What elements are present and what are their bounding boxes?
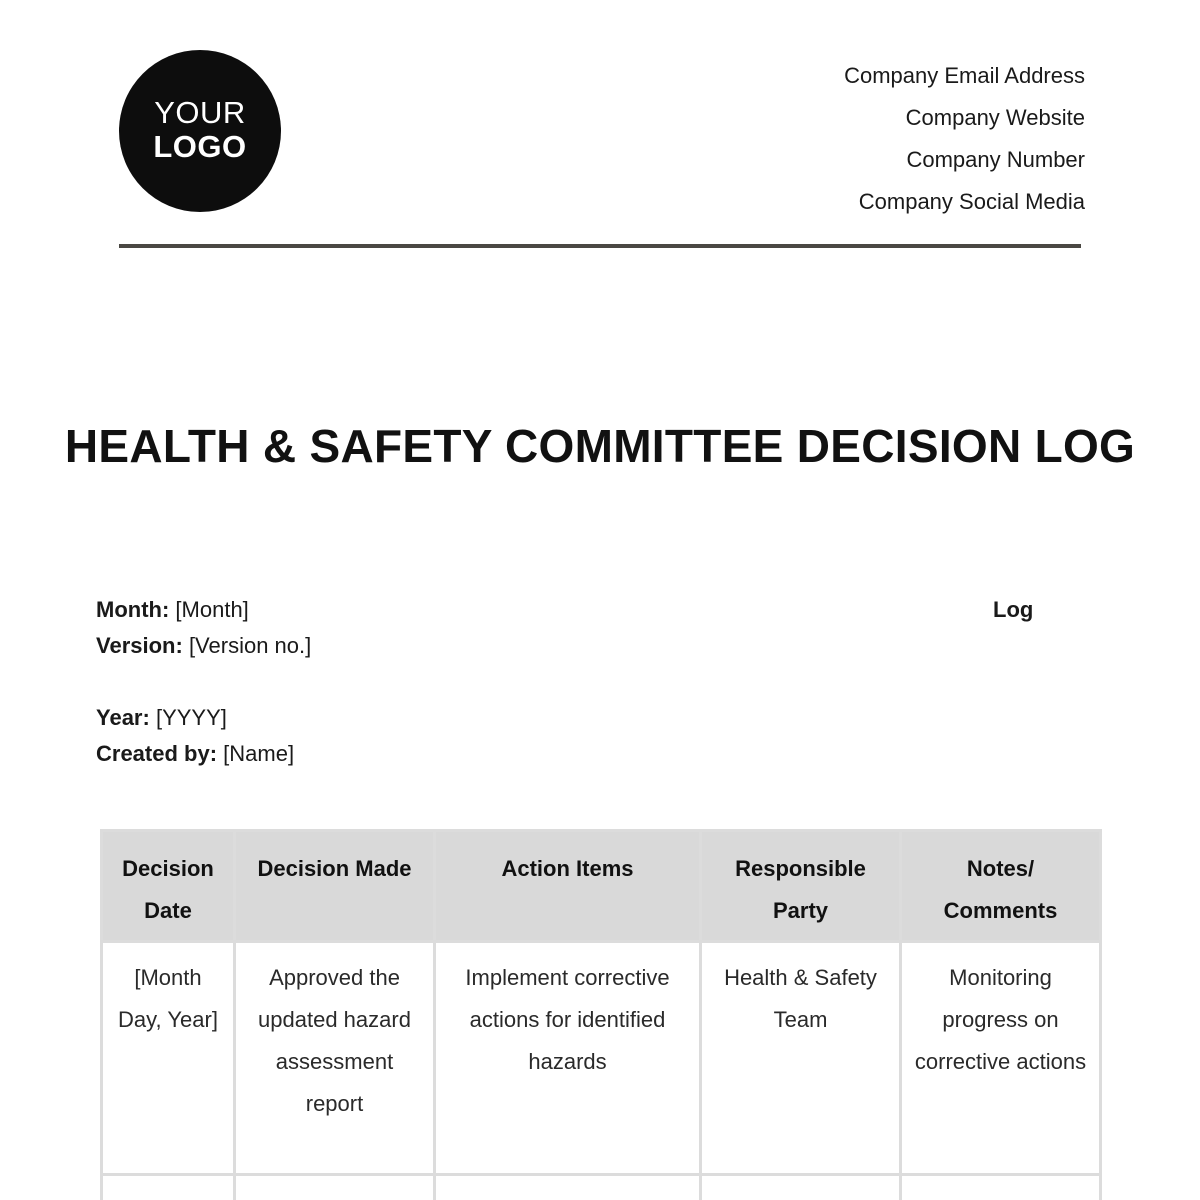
meta-block-bottom [96,700,294,772]
version-label: Version: [96,633,183,658]
document-title: HEALTH & SAFETY COMMITTEE DECISION LOG [64,420,1136,472]
created-by-label: Created by: [96,741,218,766]
empty-cell [102,1175,235,1200]
header-decision-date: Decision Date [102,831,235,942]
company-contact-block [844,55,1085,223]
cell-decision-made: Approved the updated hazard assessment report [235,942,435,1175]
company-social-media: Company Social Media [858,189,1085,214]
header-action-items: Action Items [435,831,701,942]
empty-cell [701,1175,901,1200]
empty-cell [435,1175,701,1200]
company-logo [119,50,281,212]
company-website: Company Website [905,105,1085,130]
decision-log-table [100,829,1102,1200]
month-value: [Month] [175,597,249,622]
company-number: Company Number [906,147,1085,172]
meta-month-row [96,592,311,628]
logo-line-1: YOUR [154,94,246,130]
logo-line-2: LOGO [153,128,247,164]
header-responsible-party: Responsible Party [701,831,901,942]
empty-cell [901,1175,1101,1200]
month-label: Month: [96,597,170,622]
cell-decision-date: [Month Day, Year] [102,942,235,1175]
meta-created-row [96,736,294,772]
version-value: [Version no.] [188,633,312,658]
header-notes-comments: Notes/ Comments [901,831,1101,942]
meta-version-row [96,628,311,664]
table-header-row [102,831,1101,942]
header-decision-made: Decision Made [235,831,435,942]
table-row [102,942,1101,1175]
log-label: Log [993,597,1034,622]
header-divider [119,244,1081,248]
created-by-value: [Name] [223,741,295,766]
company-email: Company Email Address [844,63,1085,88]
table-row [102,1175,1101,1200]
cell-action-items: Implement corrective actions for identified hazards [435,942,701,1175]
year-label: Year: [96,705,150,730]
cell-notes-comments: Monitoring progress on corrective actions [901,942,1101,1175]
meta-block-top [96,592,311,664]
year-value: [YYYY] [155,705,227,730]
meta-year-row [96,700,294,736]
empty-cell [235,1175,435,1200]
cell-responsible-party: Health & Safety Team [701,942,901,1175]
